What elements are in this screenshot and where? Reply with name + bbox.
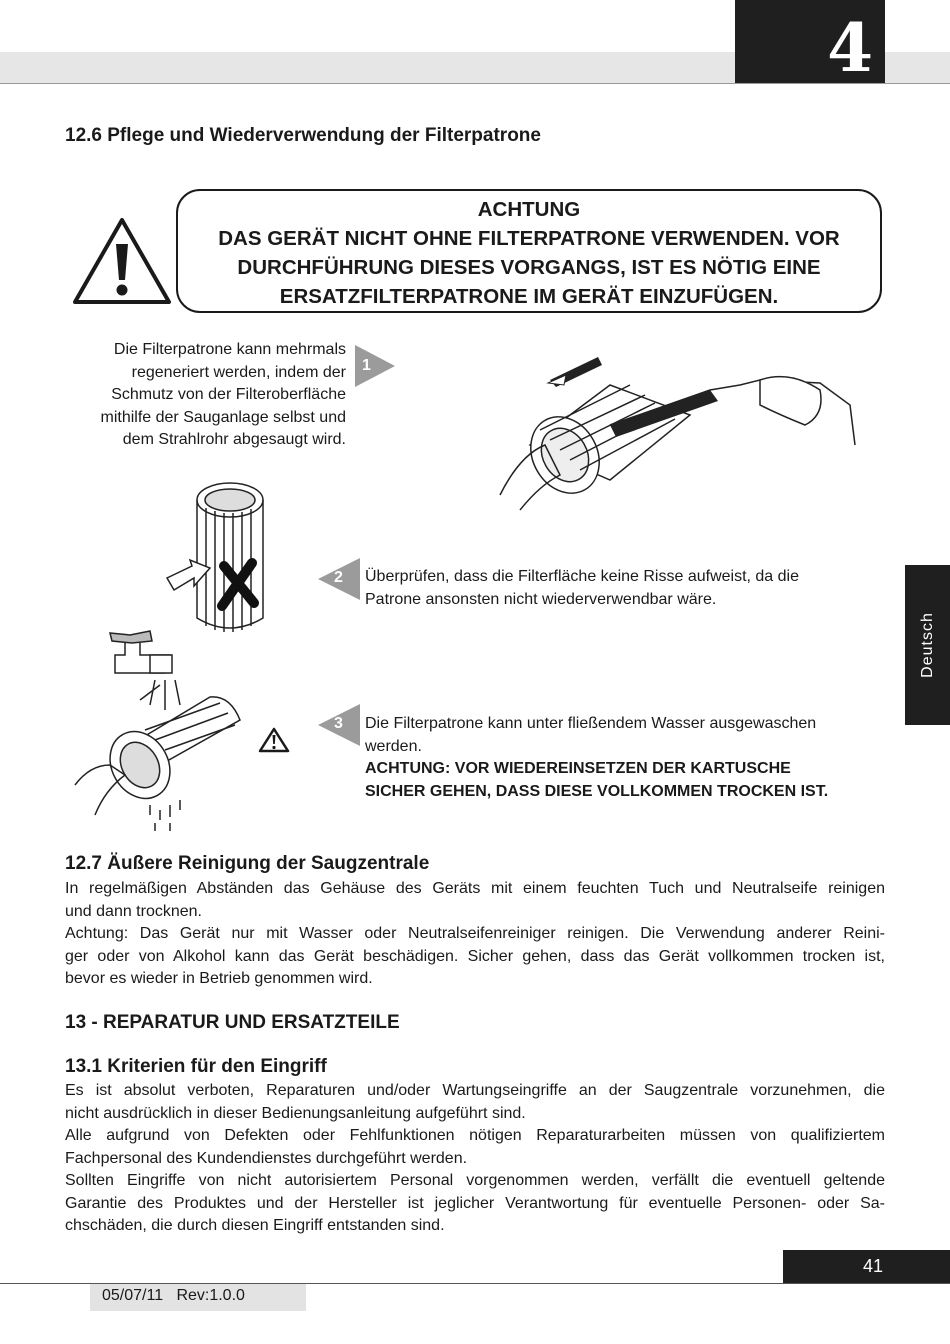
warning-line: ERSATZFILTERPATRONE IM GERÄT EINZUFÜGEN. bbox=[279, 285, 779, 308]
footer-revision: Rev:1.0.0 bbox=[176, 1287, 245, 1304]
step-2-number: 2 bbox=[334, 569, 343, 586]
filter-inspection-illustration bbox=[162, 478, 272, 638]
text-line: dem Strahlrohr abgesaugt wird. bbox=[122, 431, 346, 448]
text-line: Achtung: Das Gerät nur mit Wasser oder Neutralseifenreiniger reinigen. Die Verwendung anderer Reini- bbox=[65, 925, 885, 942]
warning-triangle-icon bbox=[72, 216, 172, 306]
warning-line: DAS GERÄT NICHT OHNE FILTERPATRONE VERWENDEN. VOR bbox=[218, 227, 840, 250]
small-warning-icon bbox=[258, 727, 290, 753]
caution-line: ACHTUNG: VOR WIEDEREINSETZEN DER KARTUSCHE bbox=[365, 760, 791, 777]
filter-washing-illustration bbox=[70, 625, 250, 835]
section-heading-13: 13 - REPARATUR UND ERSATZTEILE bbox=[65, 1012, 400, 1033]
text-line: ger oder von Alkohol kann das Gerät beschädigen. Sicher gehen, dass das Gerät vollkommen trocken ist, bbox=[65, 947, 885, 965]
footer-revision-box bbox=[90, 1284, 306, 1311]
text-line: Fachpersonal des Kundendienstes durchgeführt werden. bbox=[65, 1149, 468, 1167]
page-number: 41 bbox=[862, 1256, 883, 1276]
text-line: Schmutz von der Filteroberfläche bbox=[111, 386, 346, 403]
filter-vacuum-illustration bbox=[460, 345, 860, 525]
step-3-number: 3 bbox=[334, 715, 343, 732]
section-12-7-body bbox=[65, 878, 885, 991]
section-heading-12-7: 12.7 Äußere Reinigung der Saugzentrale bbox=[65, 853, 430, 874]
text-line: und dann trocknen. bbox=[65, 902, 202, 920]
footer-revision-text bbox=[102, 1287, 245, 1305]
text-line: chschäden, die durch diesen Eingriff entstanden sind. bbox=[65, 1217, 445, 1234]
text-line: Sollten Eingriffe von nicht autorisiertem Personal vorgenommen werden, verfällt die eventuell geltende bbox=[65, 1172, 885, 1189]
warning-line: DURCHFÜHRUNG DIESES VORGANGS, IST ES NÖTIG EINE bbox=[237, 256, 821, 279]
step-1-text bbox=[40, 339, 346, 452]
text-line: bevor es wieder in Betrieb genommen wird. bbox=[65, 970, 373, 987]
text-line: Überprüfen, dass die Filterfläche keine Risse aufweist, da die bbox=[365, 568, 799, 585]
warning-text bbox=[176, 195, 882, 311]
text-line: Es ist absolut verboten, Reparaturen und/oder Wartungseingriffe an der Saugzentrale vorzunehmen, die bbox=[65, 1082, 885, 1099]
caution-line: SICHER GEHEN, DASS DIESE VOLLKOMMEN TROCKEN IST. bbox=[365, 782, 829, 800]
step-2-text bbox=[365, 566, 875, 611]
text-line: mithilfe der Sauganlage selbst und bbox=[100, 408, 346, 426]
footer-date: 05/07/11 bbox=[102, 1287, 164, 1304]
section-13-1-body bbox=[65, 1080, 885, 1238]
text-line: Die Filterpatrone kann mehrmals bbox=[113, 341, 346, 358]
text-line: Die Filterpatrone kann unter fließendem Wasser ausgewaschen bbox=[365, 715, 817, 732]
text-line: Alle aufgrund von Defekten oder Fehlfunktionen nötigen Reparaturarbeiten müssen von qualifiziertem bbox=[65, 1127, 885, 1144]
text-line: nicht ausdrücklich in dieser Bedienungsanleitung aufgeführt sind. bbox=[65, 1104, 526, 1122]
text-line: regeneriert werden, indem der bbox=[131, 363, 346, 381]
section-heading-13-1: 13.1 Kriterien für den Eingriff bbox=[65, 1056, 327, 1077]
language-tab bbox=[905, 565, 950, 725]
chapter-tab bbox=[735, 0, 885, 87]
text-line: Garantie des Produktes und der Hersteller ist jeglicher Verantwortung für eventuelle Personen- oder Sa- bbox=[65, 1194, 885, 1212]
page-number-bar bbox=[783, 1250, 950, 1283]
text-line: In regelmäßigen Abständen das Gehäuse des Geräts mit einem feuchten Tuch und Neutralseife reinigen bbox=[65, 880, 885, 897]
section-heading-12-6: 12.6 Pflege und Wiederverwendung der Filterpatrone bbox=[65, 125, 541, 146]
step-3-text bbox=[365, 713, 885, 803]
language-label: Deutsch bbox=[918, 612, 936, 678]
chapter-number: 4 bbox=[827, 9, 873, 87]
text-line: Patrone ansonsten nicht wiederverwendbar wäre. bbox=[365, 590, 717, 608]
warning-title: ACHTUNG bbox=[477, 198, 581, 221]
step-1-number: 1 bbox=[362, 357, 371, 374]
text-line: werden. bbox=[365, 737, 422, 755]
